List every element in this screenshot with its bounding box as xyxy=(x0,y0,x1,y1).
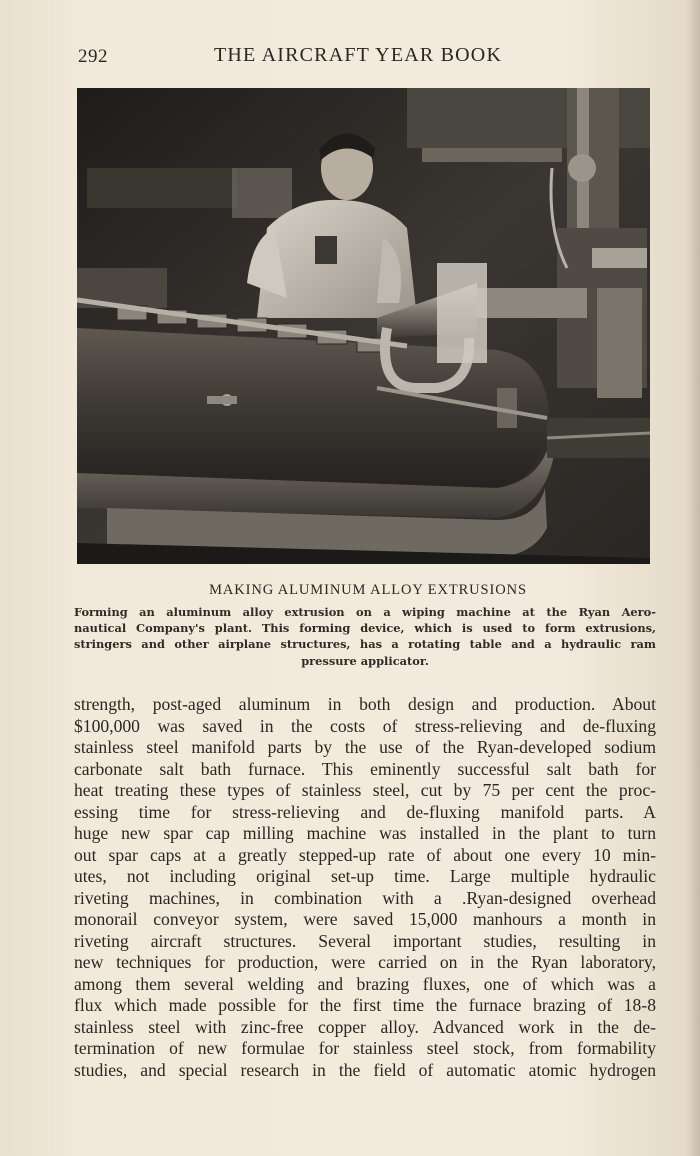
figure-photo xyxy=(77,88,650,564)
caption-line: nautical Company's plant. This forming device, which is used to form extrusions, xyxy=(74,621,656,636)
body-line: carbonate salt bath furnace. This eminently successful salt bath for xyxy=(74,758,656,779)
body-paragraph xyxy=(74,694,656,1081)
body-line: riveting aircraft structures. Several important studies, resulting in xyxy=(74,930,656,951)
wiping-machine-photo-illustration xyxy=(77,88,650,564)
body-line: new techniques for production, were carried on in the Ryan laboratory, xyxy=(74,952,656,972)
body-line: termination of new formulae for stainless steel stock, from formability xyxy=(74,1038,656,1058)
body-line: strength, post-aged aluminum in both design and production. About xyxy=(74,694,656,714)
body-line: essing time for stress-relieving and de-fluxing manifold parts. A xyxy=(74,801,656,822)
page-number: 292 xyxy=(78,46,108,67)
caption-line: Forming an aluminum alloy extrusion on a wiping machine at the Ryan Aero- xyxy=(74,605,656,619)
figure-caption-title: MAKING ALUMINUM ALLOY EXTRUSIONS xyxy=(209,582,527,598)
body-line: flux which made possible for the first time the furnace brazing of 18-8 xyxy=(74,995,656,1015)
body-line: $100,000 was saved in the costs of stress-relieving and de-fluxing xyxy=(74,715,656,736)
body-line: monorail conveyor system, were saved 15,000 manhours a month in xyxy=(74,909,656,929)
body-line: utes, not including original set-up time. Large multiple hydraulic xyxy=(74,866,656,886)
figure-caption xyxy=(74,604,656,669)
running-title: THE AIRCRAFT YEAR BOOK xyxy=(214,44,503,66)
body-line: huge new spar cap milling machine was installed in the plant to turn xyxy=(74,823,656,843)
body-line: riveting machines, in combination with a .Ryan-designed overhead xyxy=(74,887,656,908)
body-line: out spar caps at a greatly stepped-up rate of about one every 10 min- xyxy=(74,844,656,865)
caption-line: pressure applicator. xyxy=(301,653,429,668)
body-line: stainless steel manifold parts by the use of the Ryan-developed sodium xyxy=(74,737,656,757)
caption-line: stringers and other airplane structures, has a rotating table and a hydraulic ram xyxy=(74,637,656,652)
body-line: among them several welding and brazing fluxes, one of which was a xyxy=(74,973,656,994)
body-line: stainless steel with zinc-free copper alloy. Advanced work in the de- xyxy=(74,1016,656,1037)
body-line: studies, and special research in the field of automatic atomic hydrogen xyxy=(74,1059,656,1080)
page-header xyxy=(78,44,658,72)
page-edge-shadow xyxy=(686,0,700,1156)
body-line: heat treating these types of stainless steel, cut by 75 per cent the proc- xyxy=(74,780,656,800)
